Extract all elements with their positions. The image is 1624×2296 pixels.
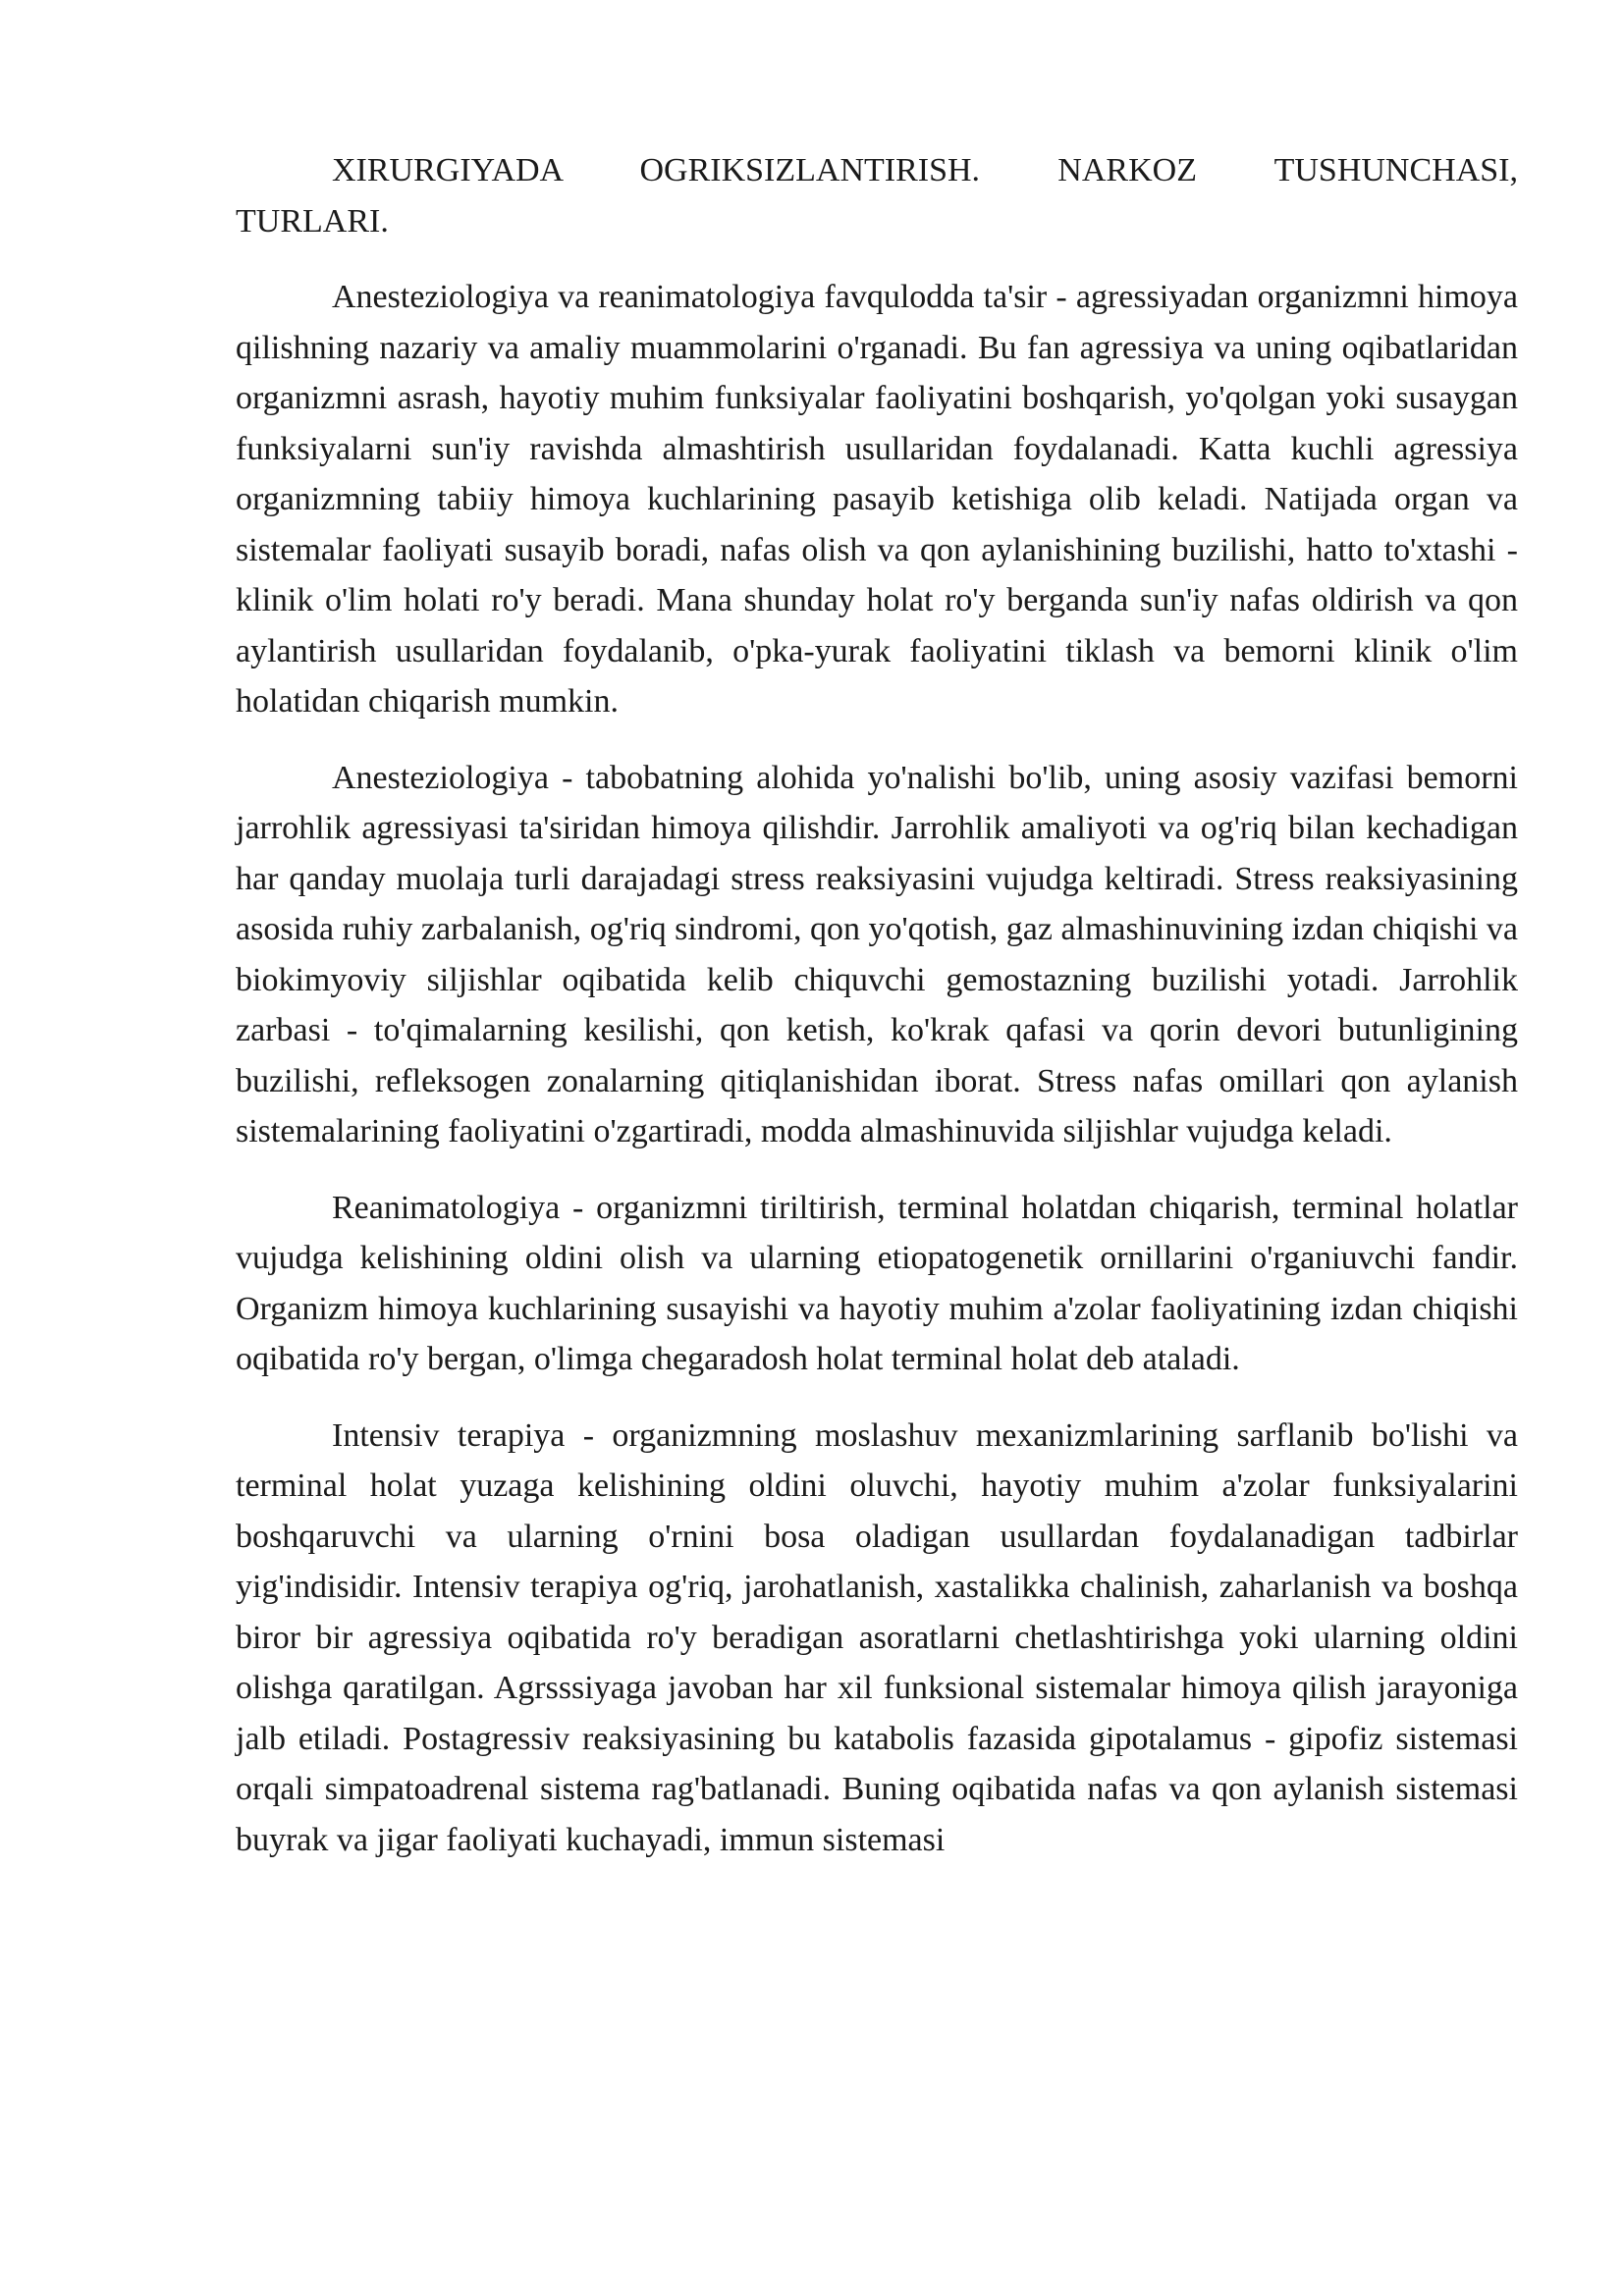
paragraph-intensiv-terapiya: Intensiv terapiya - organizmning moslashuv mexanizmlarining sarflanib bo'lishi va terminal holat yuzaga kelishining oldini oluvchi, hayotiy muhim a'zolar funksiyalarini boshqaruvchi va ularning o'rnini bosa oladigan usullardan foydalanadigan tadbirlar yig'indisidir. Intensiv terapiya og'riq, jarohatlanish, xastalikka chalinish, zaharlanish va boshqa biror bir agressiya oqibatida ro'y beradigan asoratlarni chetlashtirishga yoki ularning oldini olishga qaratilgan. Agrsssiyaga javoban har xil funksional sistemalar himoya qilish jarayoniga jalb etiladi. Postagressiv reaksiyasining bu katabolis fazasida gipotalamus - gipofiz sistemasi orqali simpatoadrenal sistema rag'batlanadi. Buning oqibatida nafas va qon aylanish sistemasi buyrak va jigar faoliyati kuchayadi, immun sistemasi [236, 1416, 1518, 1858]
paragraph-anesteziologiya: Anesteziologiya - tabobatning alohida yo'nalishi bo'lib, uning asosiy vazifasi bemorni jarrohlik agressiyasi ta'siridan himoya qilishdir. Jarrohlik amaliyoti va og'riq bilan kechadigan har qanday muolaja turli darajadagi stress reaksiyasini vujudga keltiradi. Stress reaksiyasining asosida ruhiy zarbalanish, og'riq sindromi, qon yo'qotish, gaz almashinuvining izdan chiqishi va biokimyoviy siljishlar oqibatida kelib chiquvchi gemostazning buzilishi yotadi. Jarrohlik zarbasi - to'qimalarning kesilishi, qon ketish, ko'krak qafasi va qorin devori butunligining buzilishi, refleksogen zonalarning qitiqlanishidan iborat. Stress nafas omillari qon aylanish sistemalarining faoliyatini o'zgartiradi, modda almashinuvida siljishlar vujudga keladi. [236, 759, 1518, 1149]
document-title: XIRURGIYADA OGRIKSIZLANTIRISH. NARKOZ TUSHUNCHASI, TURLARI. [236, 152, 1518, 240]
document-page [236, 145, 1518, 1891]
paragraph-anesteziologiya-reanimatologiya: Anesteziologiya va reanimatologiya favqulodda ta'sir - agressiyadan organizmni himoya qilishning nazariy va amaliy muammolarini o'rganadi. Bu fan agressiya va uning oqibatlaridan organizmni asrash, hayotiy muhim funksiyalar faoliyatini boshqarish, yo'qolgan yoki susaygan funksiyalarni sun'iy ravishda almashtirish usullaridan foydalanadi. Katta kuchli agressiya organizmning tabiiy himoya kuchlarining pasayib ketishiga olib keladi. Natijada organ va sistemalar faoliyati susayib boradi, nafas olish va qon aylanishining buzilishi, hatto to'xtashi - klinik o'lim holati ro'y beradi. Mana shunday holat ro'y berganda sun'iy nafas oldirish va qon aylantirish usullaridan foydalanib, o'pka-yurak faoliyatini tiklash va bemorni klinik o'lim holatidan chiqarish mumkin. [236, 279, 1518, 720]
paragraph-reanimatologiya: Reanimatologiya - organizmni tiriltirish, terminal holatdan chiqarish, terminal holatlar vujudga kelishining oldini olish va ularning etiopatogenetik ornillarini o'rganiuvchi fandir. Organizm himoya kuchlarining susayishi va hayotiy muhim a'zolar faoliyatining izdan chiqishi oqibatida ro'y bergan, o'limga chegaradosh holat terminal holat deb ataladi. [236, 1189, 1518, 1377]
